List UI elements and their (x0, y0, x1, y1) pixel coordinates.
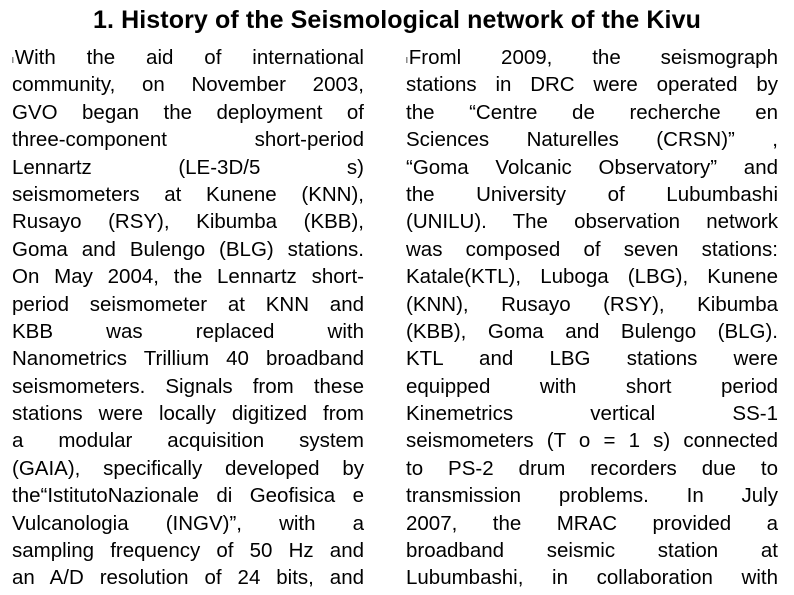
line-text: KTL and LBG stations were (406, 347, 778, 371)
paragraph-line (406, 564, 778, 591)
line-text: broadband seismic station at (406, 539, 778, 563)
line-text: community, on November 2003, (12, 73, 364, 97)
right-text-column (406, 44, 778, 592)
paragraph-line (406, 318, 778, 345)
line-text: (KNN), Rusayo (RSY), Kibumba (406, 292, 778, 316)
paragraph-line (12, 263, 364, 290)
paragraph-line (406, 99, 778, 126)
paragraph-line (406, 291, 778, 318)
paragraph-line (12, 126, 364, 153)
line-text: Lennartz (LE-3D/5 s) (12, 155, 364, 179)
paragraph-line (406, 208, 778, 235)
paragraph-line (406, 345, 778, 372)
line-text: Rusayo (RSY), Kibumba (KBB), (12, 210, 364, 234)
paragraph-line (406, 455, 778, 482)
line-text: (UNILU). The observation network (406, 210, 778, 234)
paragraph-line (12, 537, 364, 564)
line-text: “Goma Volcanic Observatory” and (406, 155, 778, 179)
line-text: 2007, the MRAC provided a (406, 511, 778, 535)
line-text: (KBB), Goma and Bulengo (BLG). (406, 319, 778, 343)
line-text: the “Centre de recherche en (406, 100, 778, 124)
line-text: Katale(KTL), Luboga (LBG), Kunene (406, 265, 778, 289)
line-text: GVO began the deployment of (12, 100, 364, 124)
line-text: On May 2004, the Lennartz short- (12, 265, 364, 289)
bullet-marker: l (12, 56, 14, 65)
line-text: sampling frequency of 50 Hz and (12, 539, 364, 563)
line-text: period seismometer at KNN and (12, 292, 364, 316)
paragraph-line (406, 126, 778, 153)
paragraph-line (12, 482, 364, 509)
line-text: stations were locally digitized from (12, 402, 364, 426)
line-text: stations in DRC were operated by (406, 73, 778, 97)
line-text: an A/D resolution of 24 bits, and (12, 566, 364, 590)
paragraph-line (12, 345, 364, 372)
line-text: was composed of seven stations: (406, 237, 778, 261)
line-text: (GAIA), specifically developed by (12, 456, 364, 480)
paragraph-line (406, 154, 778, 181)
paragraph-line (406, 482, 778, 509)
paragraph-line (12, 564, 364, 591)
paragraph-line (406, 373, 778, 400)
line-text: to PS-2 drum recorders due to (406, 456, 778, 480)
slide-title: 1. History of the Seismological network of the Kivu (93, 6, 701, 34)
paragraph-line (12, 427, 364, 454)
paragraph-line (406, 44, 778, 71)
paragraph-line (12, 44, 364, 71)
bullet-marker: l (406, 56, 408, 65)
paragraph-line (12, 373, 364, 400)
paragraph-line (12, 510, 364, 537)
paragraph-line (12, 291, 364, 318)
left-text-column (12, 44, 364, 592)
paragraph-line (12, 208, 364, 235)
line-text: Sciences Naturelles (CRSN)” , (406, 128, 778, 152)
paragraph-line (12, 181, 364, 208)
line-text: Kinemetrics vertical SS-1 (406, 402, 778, 426)
line-text: Vulcanologia (INGV)”, with a (12, 511, 364, 535)
paragraph-line (406, 537, 778, 564)
paragraph-line (406, 400, 778, 427)
line-text: Lubumbashi, in collaboration with (406, 566, 778, 590)
paragraph-line (406, 71, 778, 98)
paragraph-line (406, 236, 778, 263)
paragraph-line (406, 263, 778, 290)
line-text: Froml 2009, the seismograph (408, 46, 778, 69)
line-text: the University of Lubumbashi (406, 182, 778, 206)
paragraph-line (12, 236, 364, 263)
line-text: three-component short-period (12, 128, 364, 152)
paragraph-line (406, 510, 778, 537)
paragraph-line (406, 181, 778, 208)
line-text: seismometers at Kunene (KNN), (12, 182, 364, 206)
paragraph-line (12, 455, 364, 482)
paragraph-line (406, 427, 778, 454)
paragraph-line (12, 400, 364, 427)
line-text: With the aid of international (14, 46, 364, 69)
line-text: Nanometrics Trillium 40 broadband (12, 347, 364, 371)
line-text: KBB was replaced with (12, 319, 364, 343)
paragraph-line (12, 318, 364, 345)
line-text: the“IstitutoNazionale di Geofisica e (12, 484, 364, 508)
line-text: transmission problems. In July (406, 484, 778, 508)
line-text: a modular acquisition system (12, 429, 364, 453)
paragraph-line (12, 71, 364, 98)
line-text: equipped with short period (406, 374, 778, 398)
line-text: seismometers (T o = 1 s) connected (406, 429, 778, 453)
line-text: seismometers. Signals from these (12, 374, 364, 398)
paragraph-line (12, 99, 364, 126)
paragraph-line (12, 154, 364, 181)
line-text: Goma and Bulengo (BLG) stations. (12, 237, 364, 261)
